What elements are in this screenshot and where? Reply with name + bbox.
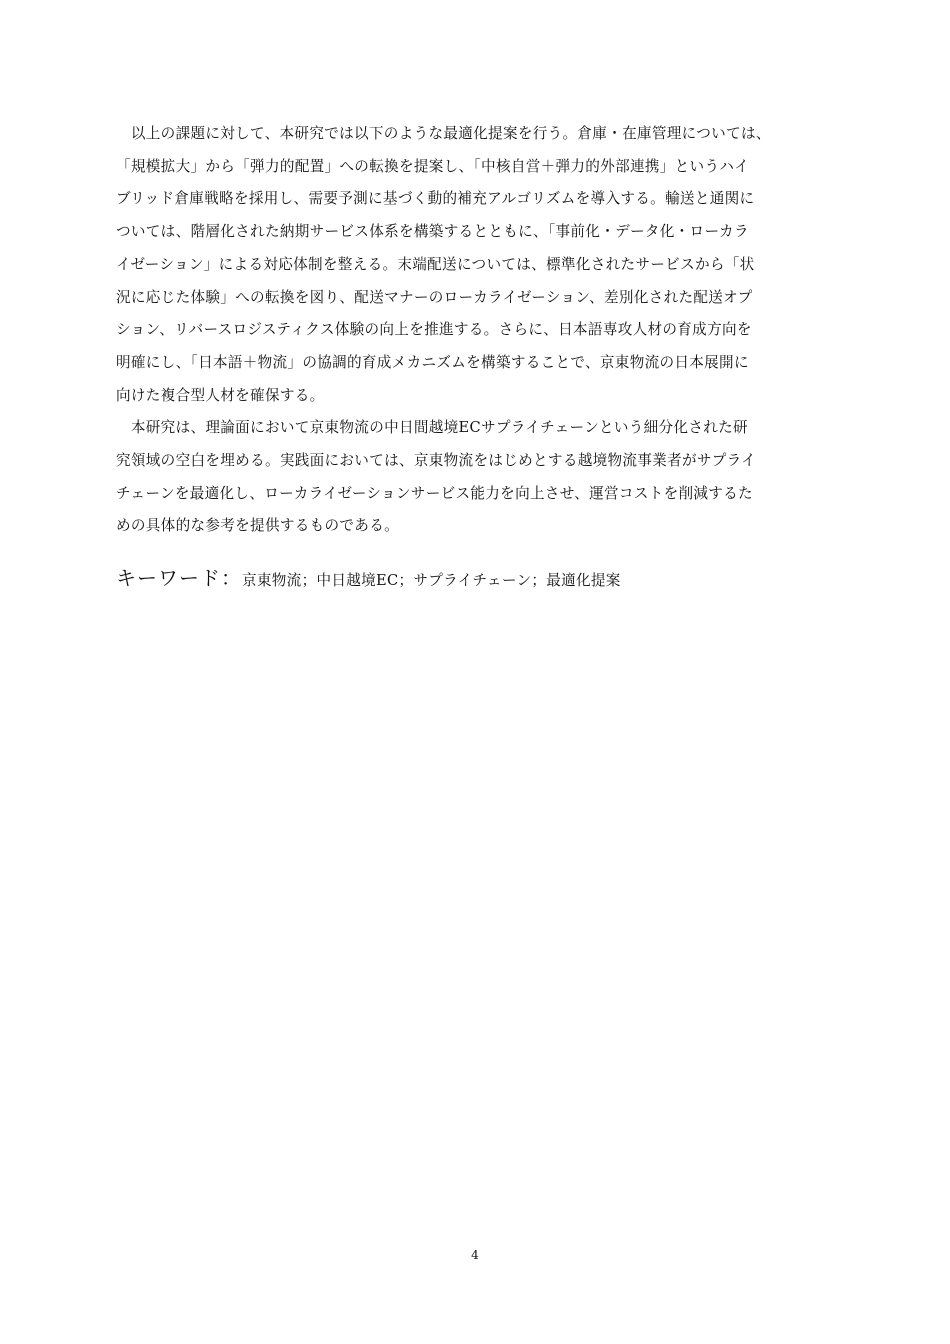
body-line-2: 「規模拡大」から「弾力的配置」への転換を提案し、「中核自営＋弾力的外部連携」というハイ [116,157,750,175]
body-line-3: ブリッド倉庫戦略を採用し、需要予測に基づく動的補充アルゴリズムを導入する。輸送と通関に [116,190,755,208]
body-line-1: 以上の課題に対して、本研究では以下のような最適化提案を行う。倉庫・在庫管理については、 [116,125,771,142]
body-line-9: 向けた複合型人材を確保する。 [116,386,325,404]
body-line-6: 況に応じた体験」への転換を図り、配送マナーのローカライゼーション、差別化された配送オプ [116,288,753,306]
body-line-12: チェーンを最適化し、ローカライゼーションサービス能力を向上させ、運営コストを削減するた [116,484,753,502]
body-line-13: めの具体的な参考を提供するものである。 [116,517,399,535]
abstract-body [116,118,836,543]
keywords-value: 京東物流；中日越境EC；サプライチェーン；最適化提案 [242,572,621,589]
body-line-4: ついては、階層化された納期サービス体系を構築するとともに、「事前化・データ化・ローカラ [116,223,749,241]
body-line-5: イゼーション」による対応体制を整える。末端配送については、標準化されたサービスから「状 [116,255,755,273]
body-line-10: 本研究は、理論面において京東物流の中日間越境ECサプライチェーンという細分化された研 [116,419,748,437]
page-number: 4 [471,1248,479,1262]
body-line-11: 究領域の空白を埋める。実践面においては、京東物流をはじめとする越境物流事業者がサプライ [116,452,756,470]
keywords-label: キーワード： [116,566,242,590]
keywords-section [116,562,836,591]
body-line-7: ション、リバースロジスティクス体験の向上を推進する。さらに、日本語専攻人材の育成方向を [116,321,752,339]
body-line-8: 明確にし、「日本語＋物流」の協調的育成メカニズムを構築することで、京東物流の日本展開に [116,353,749,371]
